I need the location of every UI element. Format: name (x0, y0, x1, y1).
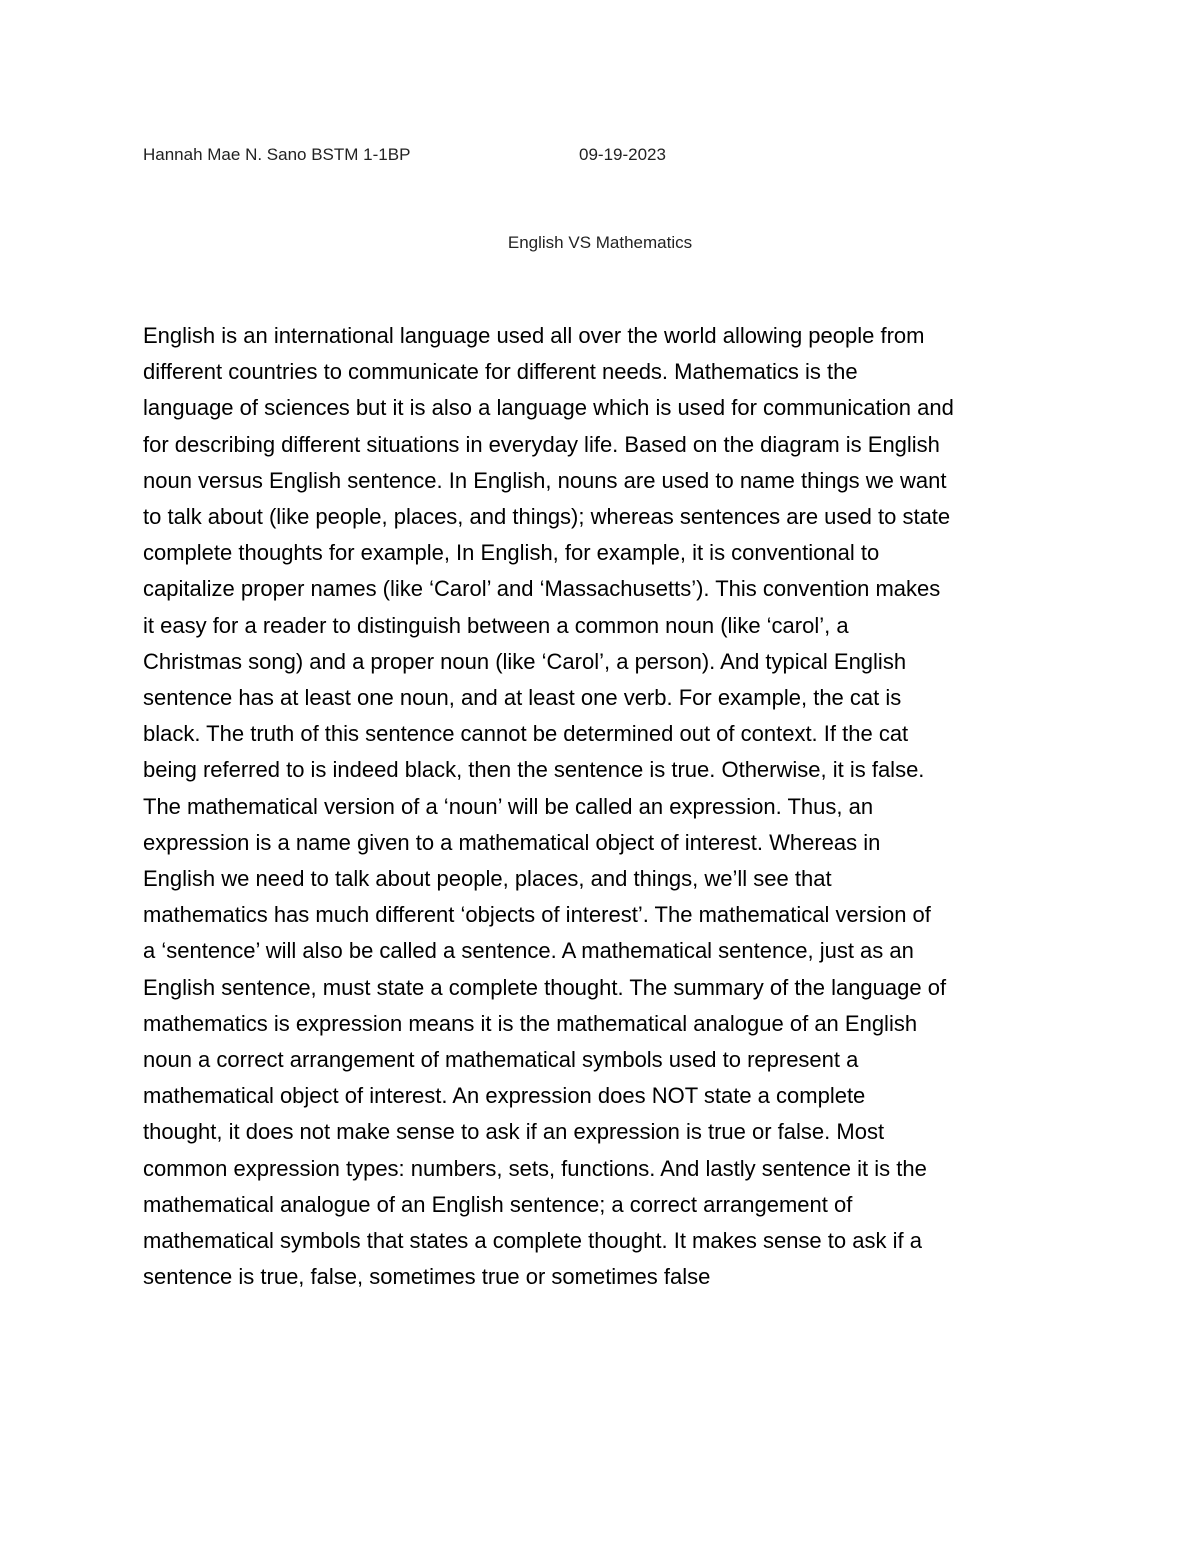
body-line: mathematical object of interest. An expression does NOT state a complete (143, 1083, 866, 1109)
body-paragraph (143, 318, 954, 1295)
body-line: The mathematical version of a ‘noun’ will be called an expression. Thus, an (143, 793, 874, 819)
author-line: Hannah Mae N. Sano BSTM 1-1BP (143, 145, 411, 164)
body-line: English we need to talk about people, places, and things, we’ll see that (143, 866, 832, 892)
date: 09-19-2023 (579, 145, 666, 164)
body-line: mathematical symbols that states a complete thought. It makes sense to ask if a (143, 1228, 922, 1254)
document-title: English VS Mathematics (507, 233, 693, 252)
body-line: to talk about (like people, places, and things); whereas sentences are used to state (143, 504, 951, 530)
body-line: thought, it does not make sense to ask if an expression is true or false. Most (143, 1119, 885, 1145)
body-line: mathematics has much different ‘objects of interest’. The mathematical version of (143, 902, 931, 928)
body-line: for describing different situations in everyday life. Based on the diagram is English (143, 431, 940, 457)
body-line: being referred to is indeed black, then the sentence is true. Otherwise, it is false. (143, 757, 925, 783)
body-line: different countries to communicate for different needs. Mathematics is the (143, 359, 858, 385)
body-line: language of sciences but it is also a language which is used for communication and (143, 395, 954, 421)
body-line: it easy for a reader to distinguish between a common noun (like ‘carol’, a (143, 612, 849, 638)
body-line: sentence is true, false, sometimes true or sometimes false (143, 1264, 711, 1290)
body-line: Christmas song) and a proper noun (like ‘Carol’, a person). And typical English (143, 648, 907, 674)
body-line: mathematical analogue of an English sentence; a correct arrangement of (143, 1191, 853, 1217)
body-line: sentence has at least one noun, and at least one verb. For example, the cat is (143, 685, 902, 711)
body-line: a ‘sentence’ will also be called a sentence. A mathematical sentence, just as an (143, 938, 914, 964)
body-line: noun a correct arrangement of mathematical symbols used to represent a (143, 1047, 859, 1073)
body-line: expression is a name given to a mathematical object of interest. Whereas in (143, 829, 881, 855)
body-line: noun versus English sentence. In English, nouns are used to name things we want (143, 467, 947, 493)
body-line: capitalize proper names (like ‘Carol’ and ‘Massachusetts’). This convention makes (143, 576, 941, 602)
body-line: English sentence, must state a complete thought. The summary of the language of (143, 974, 947, 1000)
body-line: common expression types: numbers, sets, functions. And lastly sentence it is the (143, 1155, 927, 1181)
body-line: black. The truth of this sentence cannot be determined out of context. If the cat (143, 721, 909, 747)
body-line: mathematics is expression means it is the mathematical analogue of an English (143, 1010, 918, 1036)
body-line: complete thoughts for example, In English, for example, it is conventional to (143, 540, 880, 566)
body-line: English is an international language used all over the world allowing people from (143, 323, 925, 348)
